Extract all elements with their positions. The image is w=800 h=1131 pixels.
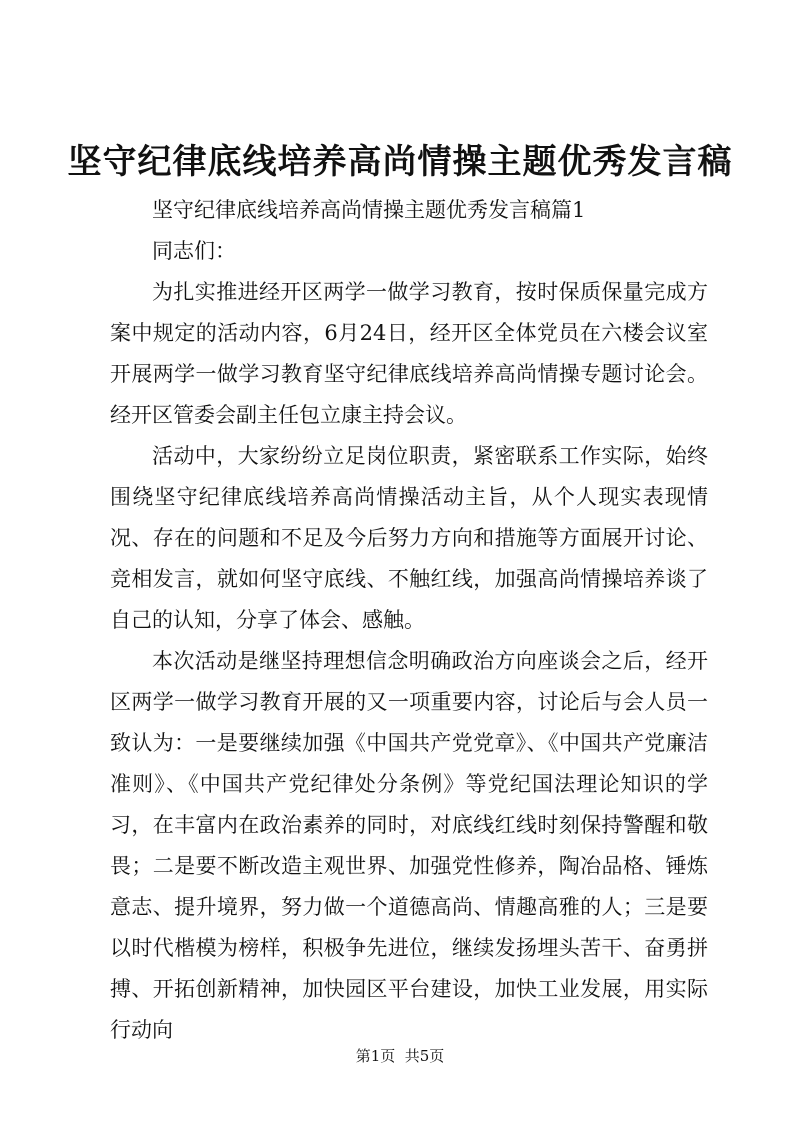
salutation: 同志们： (152, 239, 236, 263)
document-title: 坚守纪律底线培养高尚情操主题优秀发言稿 (67, 142, 733, 182)
section-heading: 坚守纪律底线培养高尚情操主题优秀发言稿篇1 (152, 198, 586, 222)
document-body (110, 190, 708, 1051)
paragraph: 为扎实推进经开区两学一做学习教育，按时保质保量完成方案中规定的活动内容，6月24日，经开区全体党员在六楼会议室开展两学一做学习教育坚守纪律底线培养高尚情操专题讨论会。经开区管委会副主任包立康主持会议。 (110, 280, 708, 427)
paragraph: 活动中，大家纷纷立足岗位职责，紧密联系工作实际，始终围绕坚守纪律底线培养高尚情操活动主旨，从个人现实表现情况、存在的问题和不足及今后努力方向和措施等方面展开讨论、竞相发言，就如何坚守底线、不触红线，加强高尚情操培养谈了自己的认知，分享了体会、感触。 (110, 444, 708, 632)
page-footer: 第1页 共5页 (355, 1047, 445, 1065)
paragraph: 本次活动是继坚持理想信念明确政治方向座谈会之后，经开区两学一做学习教育开展的又一项重要内容，讨论后与会人员一致认为：一是要继续加强《中国共产党党章》、《中国共产党廉洁准则》、《中国共产党纪律处分条例》等党纪国法理论知识的学习，在丰富内在政治素养的同时，对底线红线时刻保持警醒和敬畏；二是要不断改造主观世界、加强党性修养，陶冶品格、锤炼意志、提升境界，努力做一个道德高尚、情趣高雅的人；三是要以时代楷模为榜样，积极争先进位，继续发扬埋头苦干、奋勇拼搏、开拓创新精神，加快园区平台建设，加快工业发展，用实际行动向 (110, 649, 708, 1042)
